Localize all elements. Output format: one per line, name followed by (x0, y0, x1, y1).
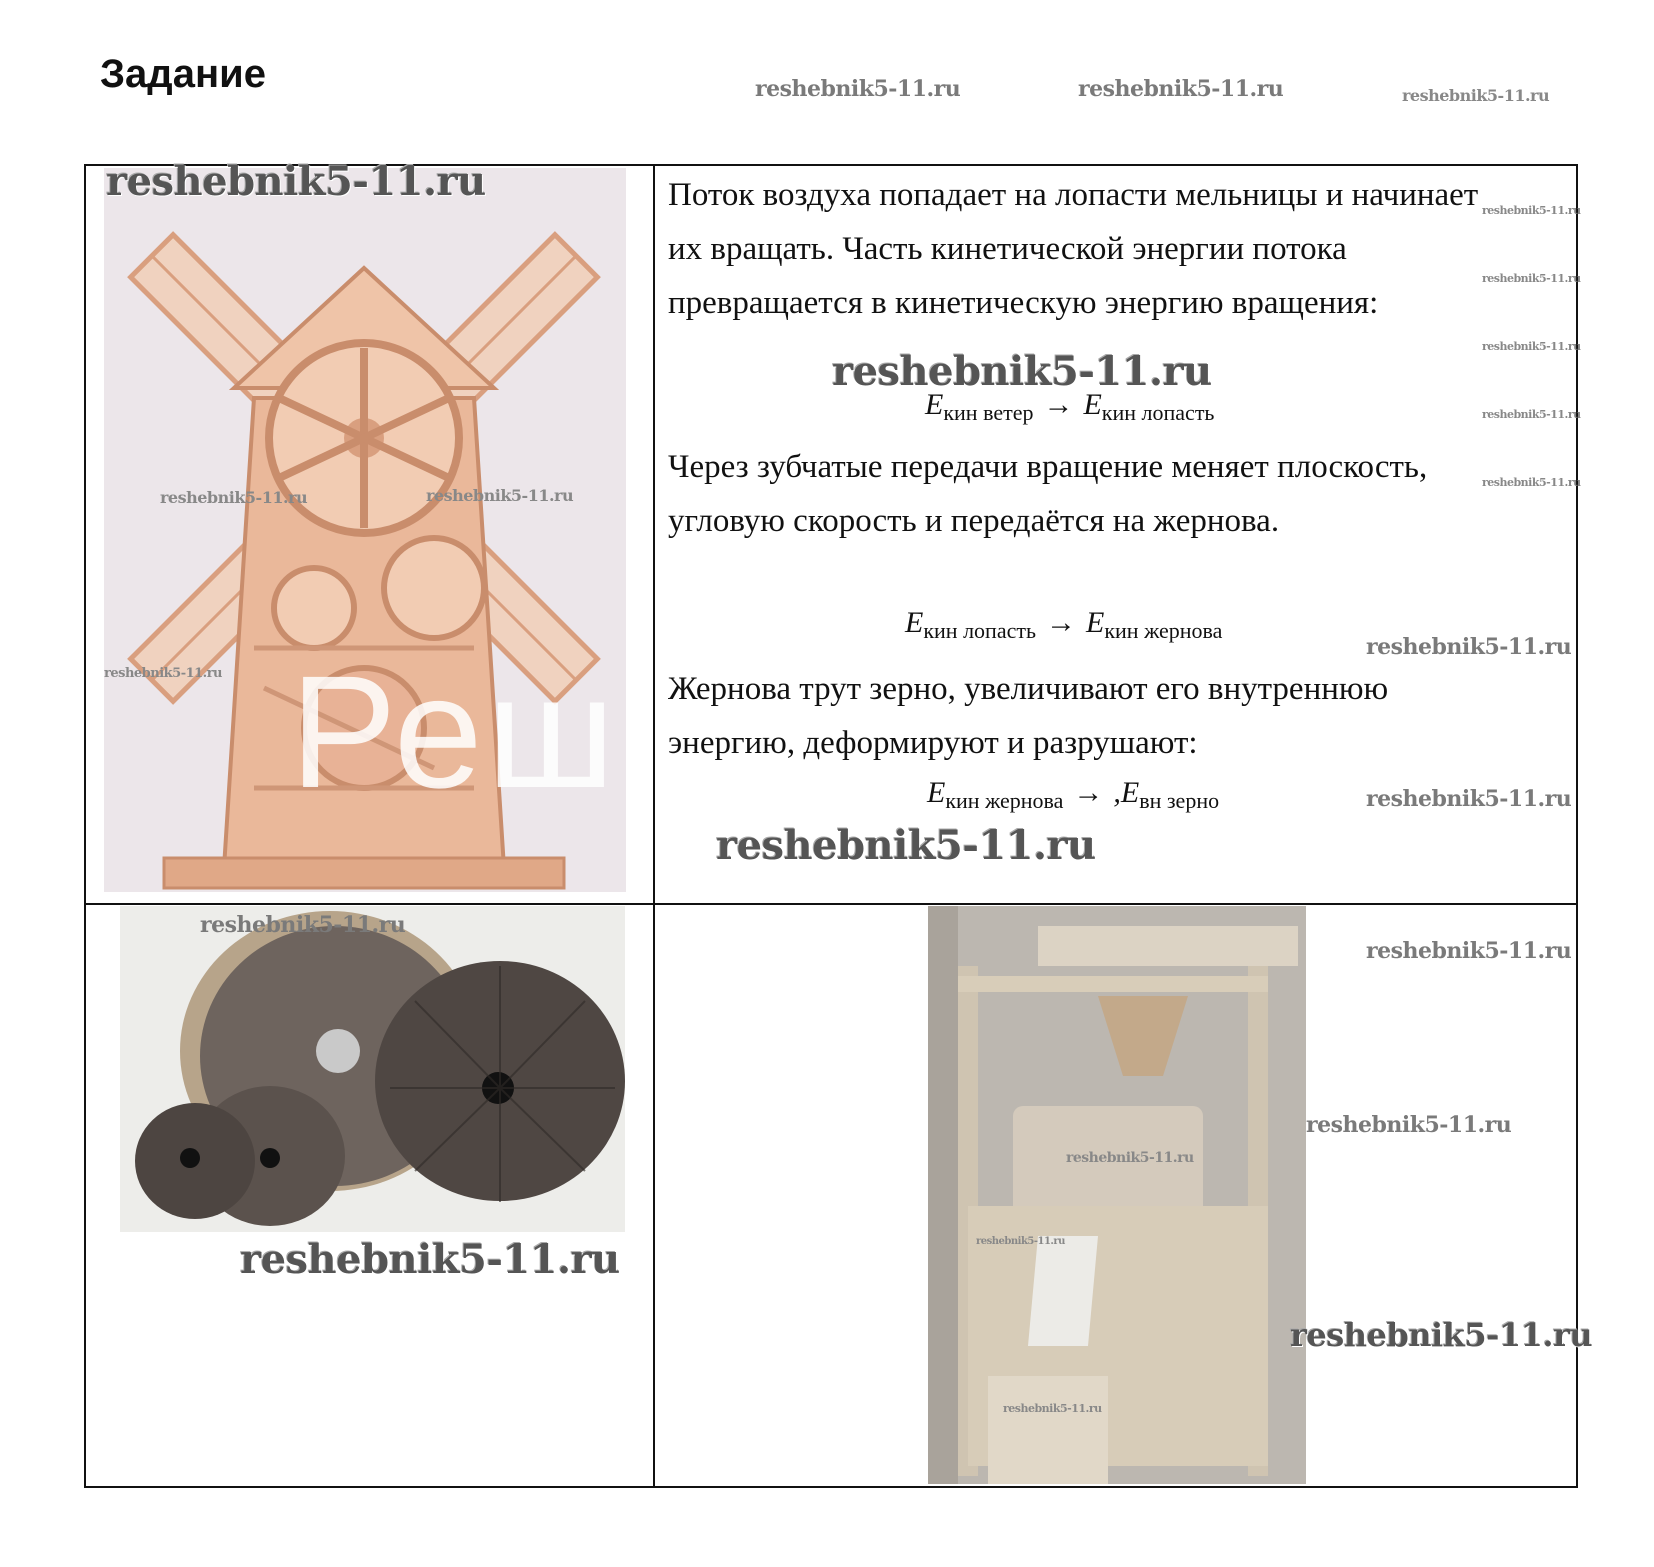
watermark: reshebnik5-11.ru (200, 912, 406, 938)
watermark: reshebnik5-11.ru (716, 822, 1096, 869)
watermark: reshebnik5-11.ru (976, 1236, 1065, 1247)
page-title: Задание (100, 52, 266, 96)
ghost-watermark: Реш (290, 642, 620, 821)
watermark: reshebnik5-11.ru (1482, 476, 1581, 489)
grain-mill-photo (928, 906, 1306, 1484)
watermark: reshebnik5-11.ru (426, 486, 574, 505)
formula-2: $E_{кин лопасть} \to E_{кин жернова}$ (905, 606, 1223, 643)
watermark: reshebnik5-11.ru (1366, 938, 1572, 964)
watermark: reshebnik5-11.ru (1066, 1150, 1194, 1166)
watermark: reshebnik5-11.ru (1366, 634, 1572, 660)
watermark: reshebnik5-11.ru (106, 158, 486, 205)
paragraph-3: Жернова трут зерно, увеличивают его внутреннюю энергию, деформируют и разрушают: (668, 671, 1389, 761)
formula-1: $E_{кин ветер} \to E_{кин лопасть}$ (925, 388, 1215, 425)
formula-3: $E_{кин жернова} \to ,E_{вн зерно}$ (927, 776, 1220, 813)
paragraph-1: Поток воздуха попадает на лопасти мельницы и начинает их вращать. Часть кинетической энергии потока превращается в кинетическую энергию вращения: (668, 177, 1479, 321)
watermark: reshebnik5-11.ru (160, 488, 308, 507)
watermark: reshebnik5-11.ru (1290, 1316, 1593, 1354)
table-divider-horizontal (84, 903, 1578, 905)
table-divider-vertical (653, 164, 655, 1488)
watermark: reshebnik5-11.ru (1306, 1112, 1512, 1138)
watermark: reshebnik5-11.ru (1482, 204, 1581, 217)
watermark: reshebnik5-11.ru (1402, 86, 1550, 105)
watermark: reshebnik5-11.ru (1482, 408, 1581, 421)
watermark: reshebnik5-11.ru (832, 348, 1212, 395)
millstones-photo (120, 906, 625, 1232)
watermark: reshebnik5-11.ru (240, 1236, 620, 1283)
watermark: reshebnik5-11.ru (1482, 272, 1581, 285)
watermark: reshebnik5-11.ru (1366, 786, 1572, 812)
watermark: reshebnik5-11.ru (755, 76, 961, 102)
paragraph-2: Через зубчатые передачи вращение меняет плоскость, угловую скорость и передаётся на жернова. (668, 449, 1428, 539)
formula-comma: , (1113, 776, 1121, 809)
watermark: reshebnik5-11.ru (1078, 76, 1284, 102)
watermark: reshebnik5-11.ru (1003, 1402, 1102, 1415)
watermark: reshebnik5-11.ru (104, 666, 223, 681)
watermark: reshebnik5-11.ru (1482, 340, 1581, 353)
